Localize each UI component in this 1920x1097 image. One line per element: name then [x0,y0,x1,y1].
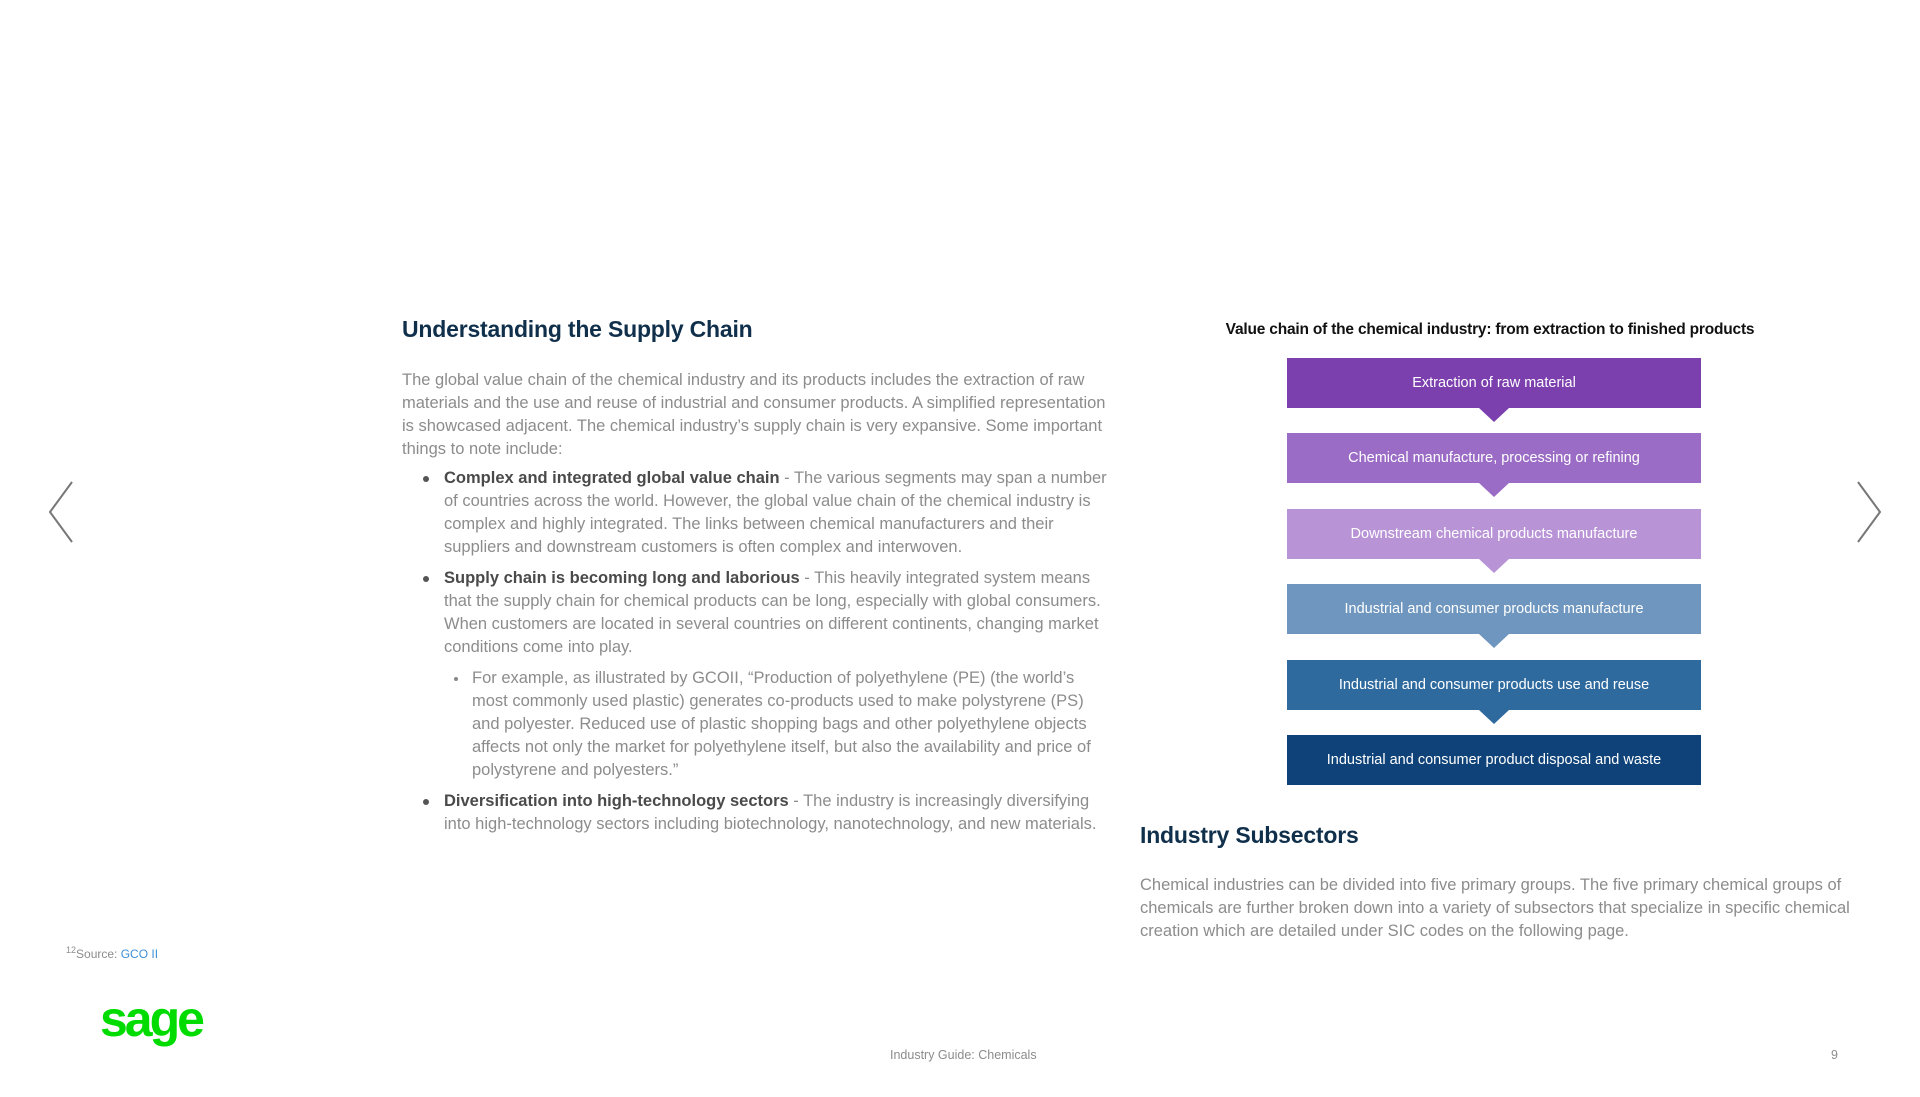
list-item [402,790,1114,836]
value-chain-step [1287,735,1701,785]
value-chain-step [1287,358,1701,408]
sub-points [444,667,1114,782]
subsectors-title: Industry Subsectors [1140,822,1359,848]
value-chain-step-label: Extraction of raw material [1412,375,1576,391]
value-chain-step [1287,433,1701,483]
arrow-down-icon [1479,559,1509,573]
footer-title: Industry Guide: Chemicals [890,1048,1037,1062]
point-title: Complex and integrated global value chain [444,469,780,487]
value-chain-step-label: Downstream chemical products manufacture [1350,526,1638,542]
subsectors-text: Chemical industries can be divided into five primary groups. The five primary chemical groups of chemicals are further broken down into a variety of subsectors that specialize in specific chemical creation which are detailed under SIC codes on the following page. [1140,876,1850,940]
supply-chain-title: Understanding the Supply Chain [402,316,753,342]
point-text: - The various segments may span a number of countries across the world. However, the global value chain of the chemical industry is complex and highly integrated. The links between chemical manufacturers and their suppliers and downstream customers is often complex and interwoven. [444,469,1107,556]
value-chain-step [1287,509,1701,559]
list-item [402,567,1114,782]
point-title: Diversification into high-technology sectors [444,792,789,810]
arrow-down-icon [1479,634,1509,648]
value-chain-title: Value chain of the chemical industry: from extraction to finished products [1225,321,1755,338]
supply-chain-section [402,316,1114,844]
arrow-down-icon [1479,710,1509,724]
footnote [66,945,158,961]
arrow-down-icon [1479,408,1509,422]
value-chain-step-label: Chemical manufacture, processing or refining [1348,450,1640,466]
point-text: - This heavily integrated system means that the supply chain for chemical products can be long, especially with global consumers. When customers are located in several countries on different continents, changing market conditions come into play. [444,569,1101,656]
arrow-down-icon [1479,483,1509,497]
next-page-button[interactable] [1852,478,1886,546]
supply-chain-intro: The global value chain of the chemical industry and its products includes the extraction of raw materials and the use and reuse of industrial and consumer products. A simplified representation is showcased adjacent. The chemical industry’s supply chain is very expansive. Some important things to note include: [402,371,1106,458]
value-chain-step-label: Industrial and consumer products use and reuse [1338,677,1650,693]
sage-logo [98,998,218,1059]
value-chain-step-label: Industrial and consumer products manufacture [1344,601,1644,617]
sub-list-item: For example, as illustrated by GCOII, “Production of polyethylene (PE) (the world’s most commonly used plastic) generates co-products used to make polystyrene (PS) and polyester. Reduced use of plastic shopping bags and other polyethylene objects affects not only the market for polyethylene itself, but also the availability and price of polystyrene and polyesters.” [444,667,1114,782]
page-number: 9 [1831,1048,1838,1062]
subsectors-section [1140,822,1860,943]
footnote-label: Source: [76,947,121,961]
source-link[interactable]: GCO II [120,947,159,961]
previous-page-button[interactable] [44,478,78,546]
list-item [402,467,1114,559]
value-chain-step [1287,660,1701,710]
chevron-left-icon [44,478,78,546]
logo-text: sage [100,998,202,1047]
point-text: - The industry is increasingly diversifying into high-technology sectors including biotechnology, nanotechnology, and new materials. [444,792,1097,833]
footnote-marker: 12 [66,945,77,955]
supply-chain-points [402,467,1114,836]
value-chain-step [1287,584,1701,634]
chevron-right-icon [1852,478,1886,546]
point-title: Supply chain is becoming long and laborious [444,569,800,587]
value-chain-step-label: Industrial and consumer product disposal and waste [1326,752,1662,768]
